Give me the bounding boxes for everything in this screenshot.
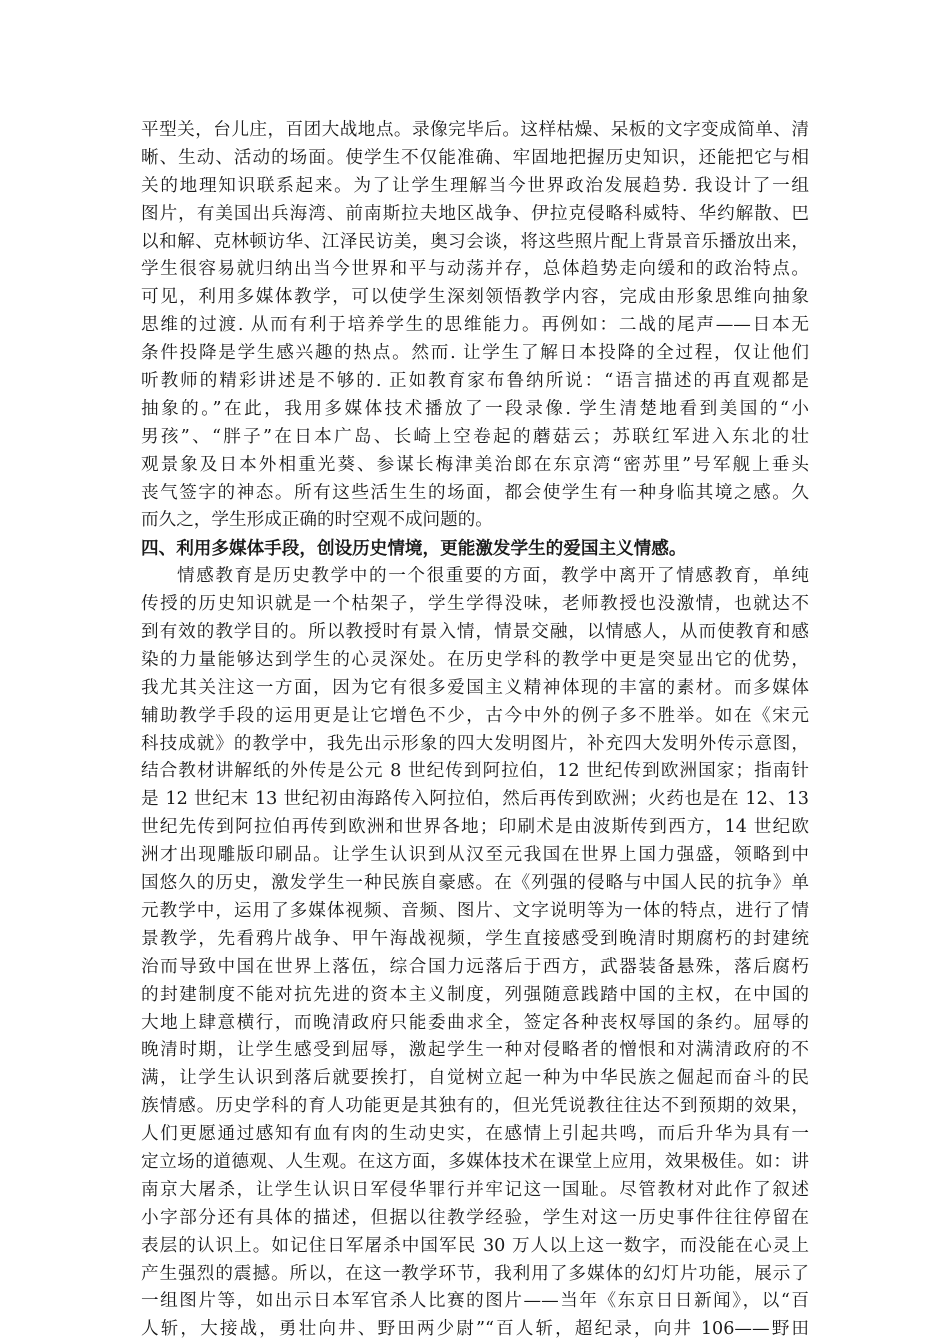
document-page — [141, 117, 809, 1344]
text-line: 人们更愿通过感知有血有肉的生动史实，在感情上引起共鸣，而后升华为具有一 — [141, 1124, 809, 1145]
text-line: 辅助教学手段的运用更是让它增色不少，古今中外的例子多不胜举。如在《宋元 — [141, 705, 809, 726]
text-line: 丧气签字的神态。所有这些活生生的场面，都会使学生有一种身临其境之感。久 — [141, 482, 809, 503]
text-line: 可见，利用多媒体教学，可以使学生深刻领悟教学内容，完成由形象思维向抽象 — [141, 287, 809, 308]
paragraph-multimedia-examples — [141, 117, 809, 535]
text-line: 景教学，先看鸦片战争、甲午海战视频，学生直接感受到晚清时期腐朽的封建统 — [141, 928, 809, 949]
text-line: 世纪先传到阿拉伯再传到欧洲和世界各地；印刷术是由波斯传到西方，14 世纪欧 — [141, 817, 809, 838]
text-line: 染的力量能够达到学生的心灵深处。在历史学科的教学中更是突显出它的优势， — [141, 649, 809, 670]
section-heading: 四、利用多媒体手段，创设历史情境，更能激发学生的爱国主义情感。 — [141, 538, 687, 560]
text-line: 表层的认识上。如记住日军屠杀中国军民 30 万人以上这一数字，而没能在心灵上 — [141, 1235, 809, 1256]
text-line: 听教师的精彩讲述是不够的. 正如教育家布鲁纳所说：“语言描述的再直观都是 — [141, 371, 809, 392]
text-line: 抽象的。”在此，我用多媒体技术播放了一段录像. 学生清楚地看到美国的“小 — [141, 398, 809, 419]
text-line: 南京大屠杀，让学生认识日军侵华罪行并牢记这一国耻。尽管教材对此作了叙述 — [141, 1179, 809, 1200]
text-line: 治而导致中国在世界上落伍，综合国力远落后于西方，武器装备悬殊，落后腐朽 — [141, 956, 809, 977]
text-line: 族情感。历史学科的育人功能更是其独有的，但光凭说教往往达不到预期的效果， — [141, 1096, 809, 1117]
text-line: 男孩”、“胖子”在日本广岛、长崎上空卷起的蘑菇云；苏联红军进入东北的壮 — [141, 426, 809, 447]
text-line: 科技成就》的教学中，我先出示形象的四大发明图片，补充四大发明外传示意图， — [141, 733, 809, 754]
text-line: 产生强烈的震撼。所以，在这一教学环节，我利用了多媒体的幻灯片功能，展示了 — [141, 1263, 809, 1284]
text-line: 我尤其关注这一方面，因为它有很多爱国主义精神体现的丰富的素材。而多媒体 — [141, 677, 809, 698]
text-line: 定立场的道德观、人生观。在这方面，多媒体技术在课堂上应用，效果极佳。如：讲 — [141, 1151, 809, 1172]
paragraph-emotional-education — [141, 563, 809, 1344]
text-line: 洲才出现雕版印刷品。让学生认识到从汉至元我国在世界上国力强盛，领略到中 — [141, 845, 809, 866]
text-line: 平型关，台儿庄，百团大战地点。录像完毕后。这样枯燥、呆板的文字变成简单、清 — [141, 120, 809, 140]
text-line: 以和解、克林顿访华、江泽民访美，奥习会谈，将这些照片配上背景音乐播放出来， — [141, 231, 809, 252]
text-line: 满，让学生认识到落后就要挨打，自觉树立起一种为中华民族之倔起而奋斗的民 — [141, 1068, 809, 1089]
text-line: 思维的过渡. 从而有利于培养学生的思维能力。再例如：二战的尾声——日本无 — [141, 315, 809, 336]
text-line: 大地上肆意横行，而晚清政府只能委曲求全，签定各种丧权辱国的条约。屈辱的 — [141, 1012, 809, 1033]
text-line: 国悠久的历史，激发学生一种民族自豪感。在《列强的侵略与中国人民的抗争》单 — [141, 873, 809, 894]
text-line: 学生很容易就归纳出当今世界和平与动荡并存，总体趋势走向缓和的政治特点。 — [141, 259, 809, 280]
text-line: 结合教材讲解纸的外传是公元 8 世纪传到阿拉伯，12 世纪传到欧洲国家；指南针 — [141, 761, 809, 782]
text-line: 元教学中，运用了多媒体视频、音频、图片、文字说明等为一体的特点，进行了情 — [141, 900, 809, 921]
text-line: 是 12 世纪末 13 世纪初由海路传入阿拉伯，然后再传到欧洲；火药也是在 12、13 — [141, 789, 809, 810]
text-line: 的封建制度不能对抗先进的资本主义制度，列强随意践踏中国的主权，在中国的 — [141, 984, 809, 1005]
text-line: 小字部分还有具体的描述，但据以往教学经验，学生对这一历史事件往往停留在 — [141, 1207, 809, 1228]
text-line: 一组图片等，如出示日本军官杀人比赛的图片——当年《东京日日新闻》，以“百 — [141, 1291, 809, 1312]
text-line: 晰、生动、活动的场面。使学生不仅能准确、牢固地把握历史知识，还能把它与相 — [141, 147, 809, 168]
text-line: 情感教育是历史教学中的一个很重要的方面，教学中离开了情感教育，单纯 — [177, 566, 809, 587]
text-line: 关的地理知识联系起来。为了让学生理解当今世界政治发展趋势. 我设计了一组 — [141, 175, 809, 196]
text-line: 到有效的教学目的。所以教授时有景入情，情景交融，以情感人，从而使教育和感 — [141, 622, 809, 643]
text-line: 人斩，大接战，勇壮向井、野田两少尉”“百人斩，超纪录，向井 106——野田 — [141, 1319, 809, 1340]
text-line: 图片，有美国出兵海湾、前南斯拉夫地区战争、伊拉克侵略科威特、华约解散、巴 — [141, 203, 809, 224]
text-line: 传授的历史知识就是一个枯架子，学生学得没味，老师教授也没激情，也就达不 — [141, 594, 809, 615]
text-line: 晚清时期，让学生感受到屈辱，激起学生一种对侵略者的憎恨和对满清政府的不 — [141, 1040, 809, 1061]
text-line: 条件投降是学生感兴趣的热点。然而. 让学生了解日本投降的全过程，仅让他们 — [141, 343, 809, 364]
text-line: 观景象及日本外相重光葵、参谋长梅津美治郎在东京湾“密苏里”号军舰上垂头 — [141, 454, 809, 475]
text-line: 而久之，学生形成正确的时空观不成问题的。 — [141, 510, 493, 531]
